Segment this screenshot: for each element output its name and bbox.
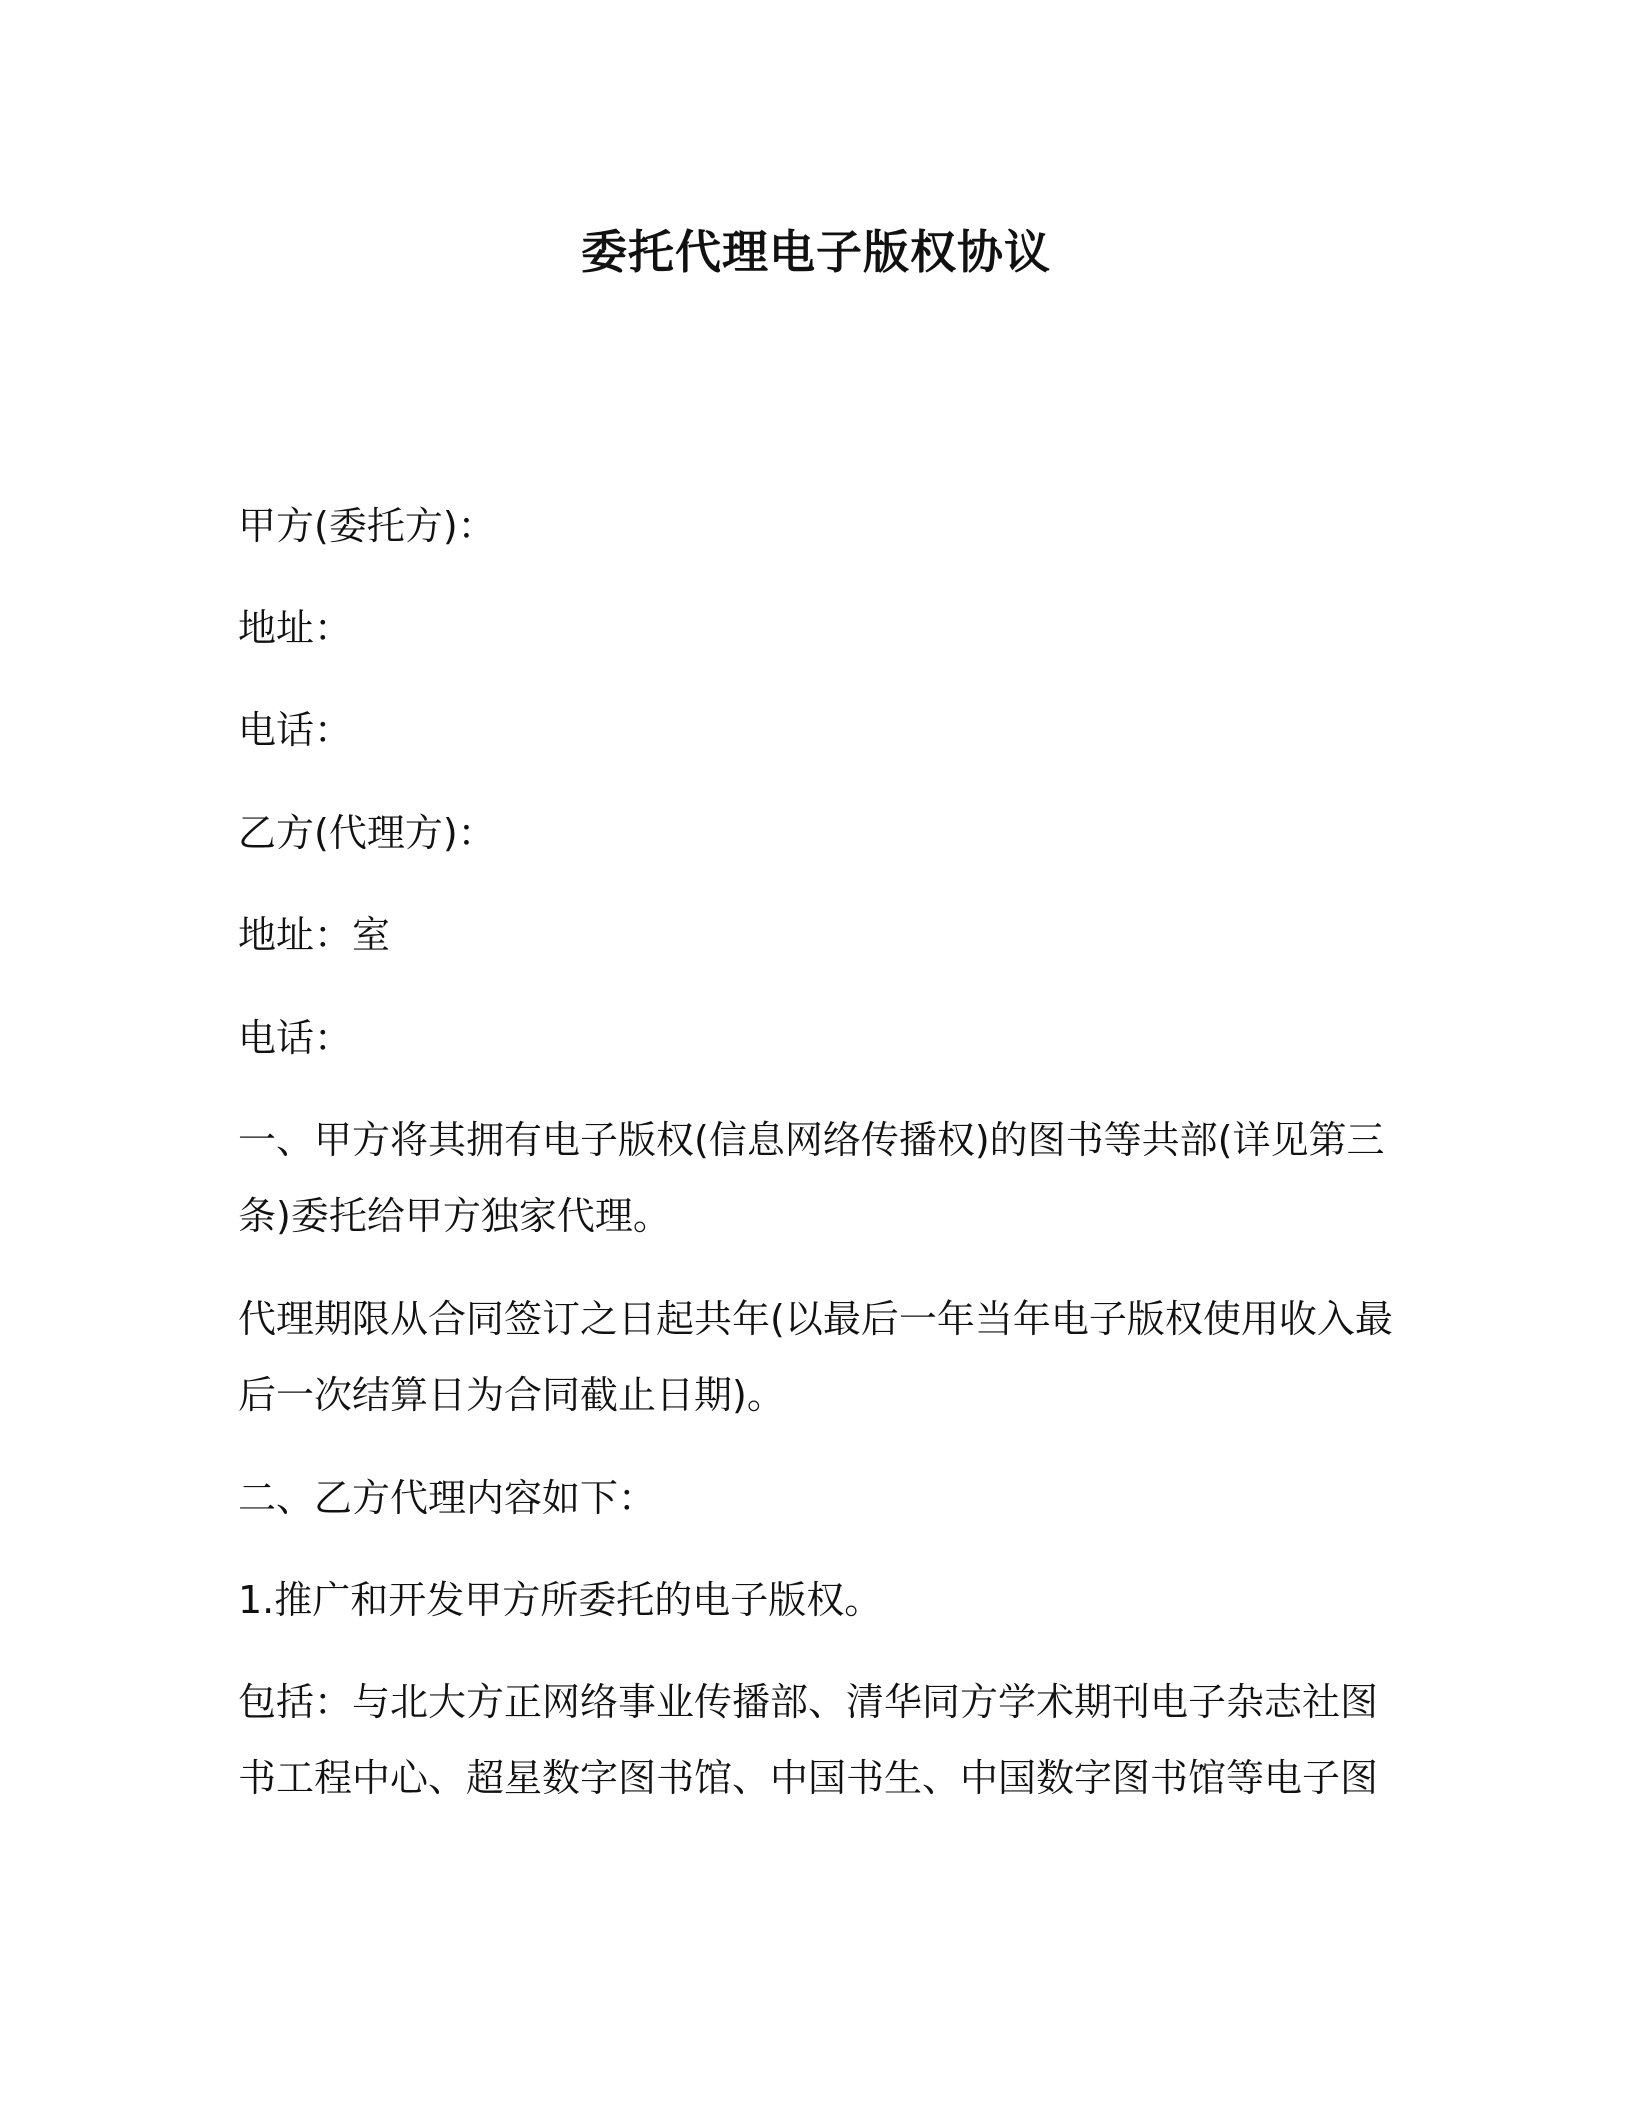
party-a-label: 甲方(委托方)： <box>238 504 496 548</box>
party-a-address: 地址： <box>238 606 353 650</box>
includes-line-1: 包括：与北大方正网络事业传播部、清华同方学术期刊电子杂志社图 <box>238 1680 1379 1724</box>
party-b-label: 乙方(代理方)： <box>238 811 496 855</box>
clause-2-item-1: 1.推广和开发甲方所委托的电子版权。 <box>238 1578 883 1622</box>
clause-2-heading: 二、乙方代理内容如下： <box>238 1476 657 1520</box>
term-line-1: 代理期限从合同签订之日起共年(以最后一年当年电子版权使用收入最 <box>238 1297 1393 1341</box>
term-line-2: 后一次结算日为合同截止日期)。 <box>238 1373 785 1417</box>
party-a-phone: 电话： <box>238 708 353 752</box>
clause-1-line-1: 一、甲方将其拥有电子版权(信息网络传播权)的图书等共部(详见第三 <box>238 1118 1385 1162</box>
includes-line-2: 书工程中心、超星数字图书馆、中国书生、中国数字图书馆等电子图 <box>238 1756 1379 1800</box>
party-b-address: 地址：室 <box>238 913 391 957</box>
document-title: 委托代理电子版权协议 <box>581 225 1051 279</box>
party-b-phone: 电话： <box>238 1016 353 1060</box>
clause-1-line-2: 条)委托给甲方独家代理。 <box>238 1194 671 1238</box>
